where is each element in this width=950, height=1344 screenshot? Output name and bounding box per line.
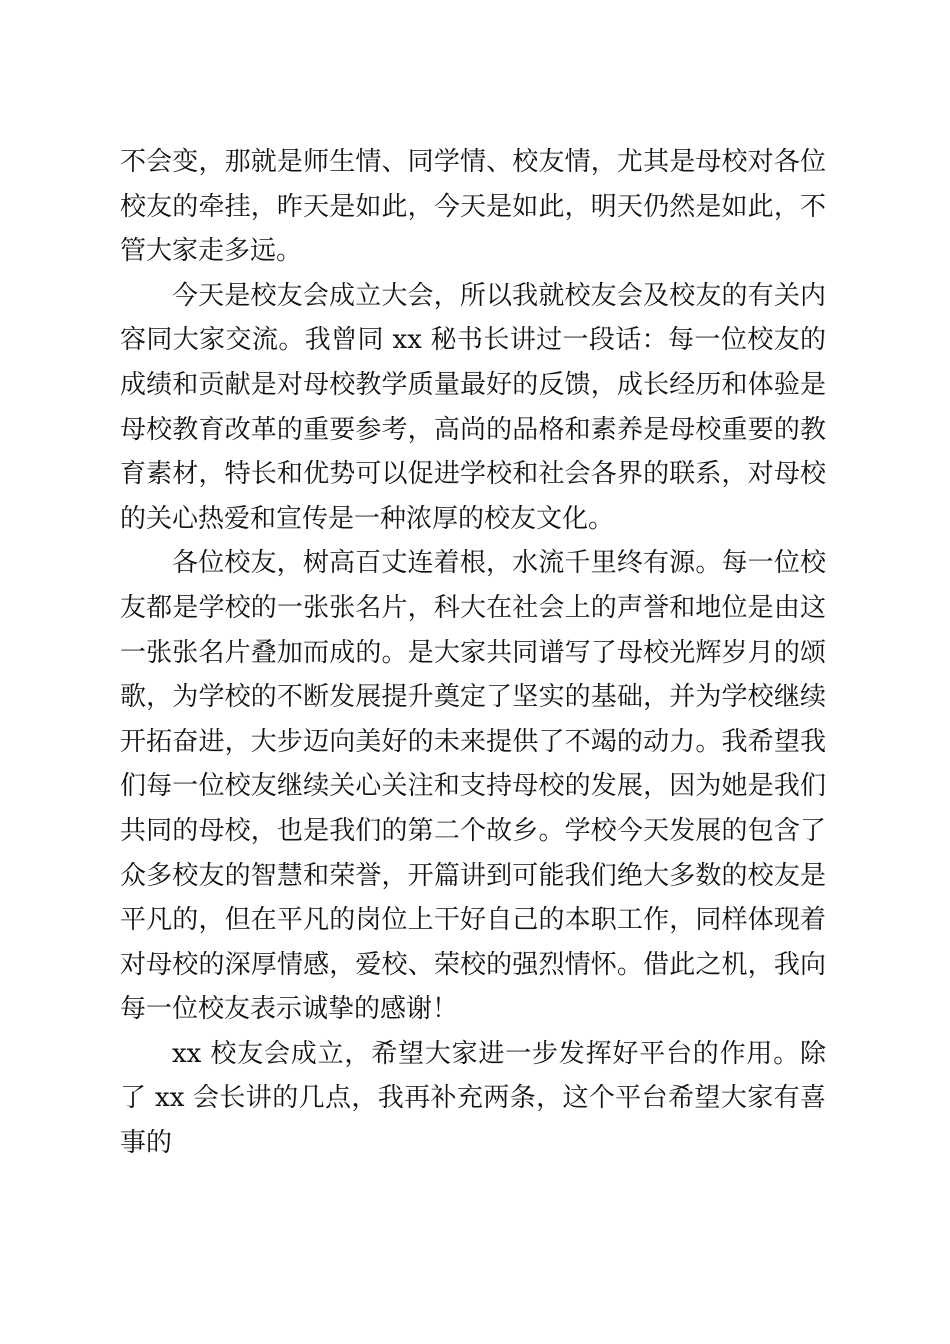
paragraph-alumni-association: 今天是校友会成立大会，所以我就校友会及校友的有关内容同大家交流。我曾同 xx 秘书长讲过一段话：每一位校友的成绩和贡献是对母校教学质量最好的反馈，成长经历和体验是母校教育改革的重要参考，高尚的品格和素养是母校重要的教育素材，特长和优势可以促进学校和社会各界的联系，对母校的关心热爱和宣传是一种浓厚的校友文化。 — [120, 280, 826, 534]
paragraph-platform: xx 校友会成立，希望大家进一步发挥好平台的作用。除了 xx 会长讲的几点，我再补充两条，这个平台希望大家有喜事的 — [120, 1038, 826, 1159]
paragraph-continued: 不会变，那就是师生情、同学情、校友情，尤其是母校对各位校友的牵挂，昨天是如此，今天是如此，明天仍然是如此，不管大家走多远。 — [120, 147, 826, 267]
document-body — [120, 140, 826, 1166]
paragraph-alumni-gratitude: 各位校友，树高百丈连着根，水流千里终有源。每一位校友都是学校的一张张名片，科大在社会上的声誉和地位是由这一张张名片叠加而成的。是大家共同谱写了母校光辉岁月的颂歌，为学校的不断发展提升奠定了坚实的基础，并为学校继续开拓奋进，大步迈向美好的未来提供了不竭的动力。我希望我们每一位校友继续关心关注和支持母校的发展，因为她是我们共同的母校，也是我们的第二个故乡。学校今天发展的包含了众多校友的智慧和荣誉，开篇讲到可能我们绝大多数的校友是平凡的，但在平凡的岗位上干好自己的本职工作，同样体现着对母校的深厚情感，爱校、荣校的强烈情怀。借此之机，我向每一位校友表示诚挚的感谢！ — [120, 548, 826, 1025]
